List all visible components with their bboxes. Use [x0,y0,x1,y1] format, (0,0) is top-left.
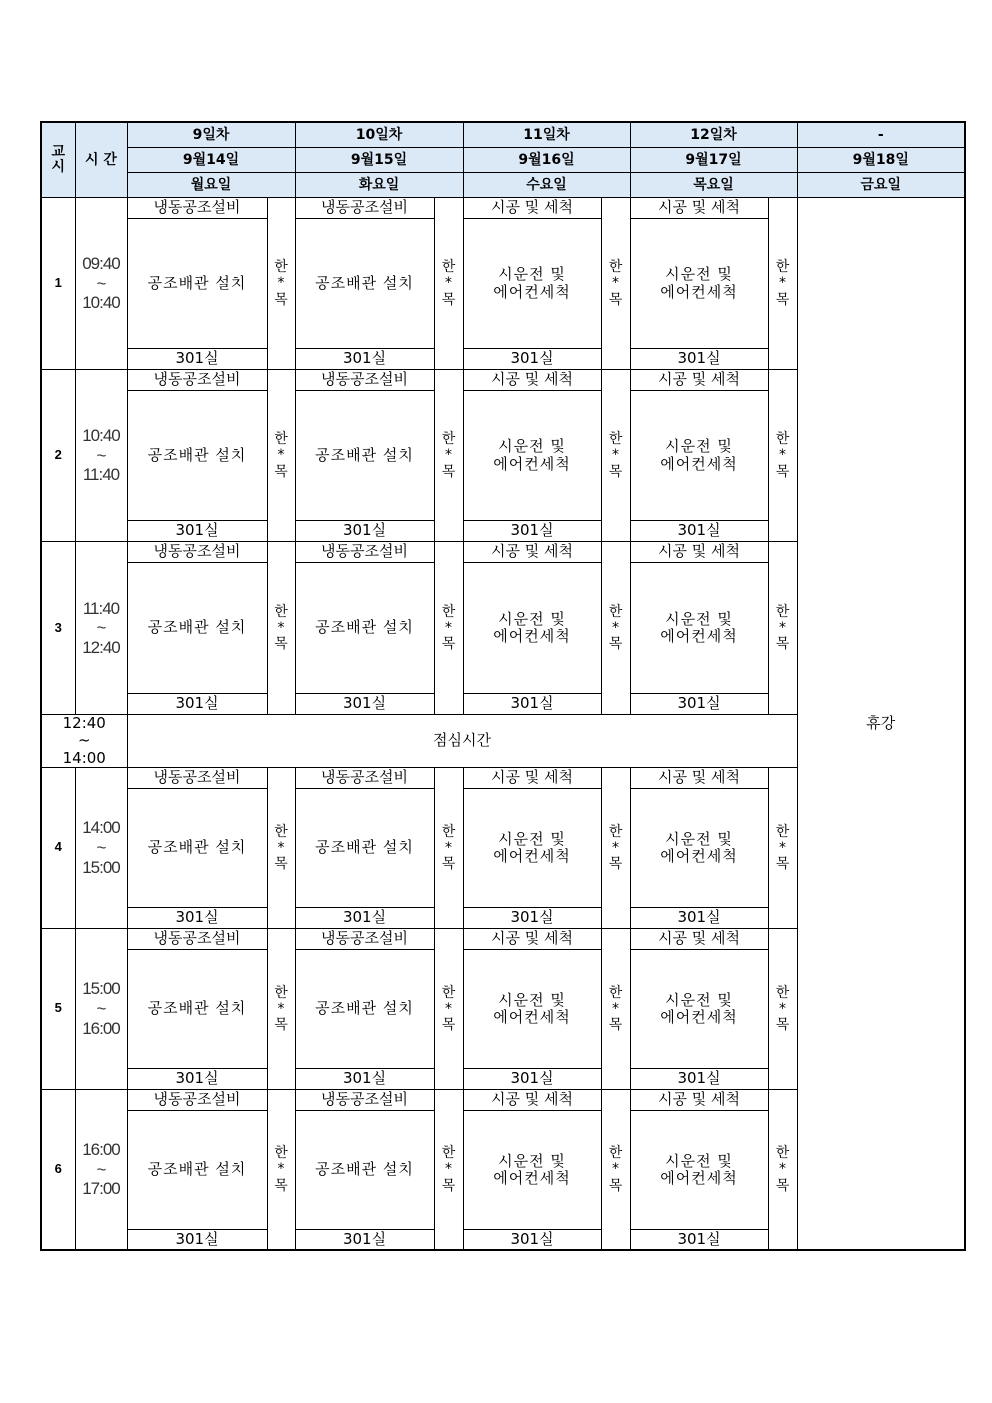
course-content [295,563,434,694]
course-subject: 시공 및 세척 [463,767,601,788]
course-content-line: 시운전 및 [498,437,566,456]
header-row-weekday [41,173,965,198]
period-time-text: 09:40 [82,254,120,274]
side-label [434,370,463,542]
period-time-text: 17:00 [82,1179,120,1199]
period-time-text: 15:00 [82,979,120,999]
side-label-char: 한 [775,1145,790,1162]
course-content-line: 에어컨세척 [493,846,571,865]
day-number-5: - [797,122,965,148]
course-content-line: 에어컨세척 [493,282,571,301]
course-content [463,788,601,907]
course-room: 301실 [630,694,768,715]
lunch-time-text: ~ [77,731,91,750]
side-label-char: 한 [274,1145,288,1162]
side-label-char: 목 [775,1016,790,1033]
course-subject: 시공 및 세척 [630,767,768,788]
course-subject: 냉동공조설비 [295,542,434,563]
course-content-line: 공조배관 설치 [147,273,247,292]
side-label [768,542,797,715]
side-label-char: 목 [274,1016,288,1033]
weekday-1: 월요일 [127,173,295,198]
schedule-table [40,121,966,1251]
side-label [267,928,295,1089]
course-content-line: 시운전 및 [665,609,733,628]
side-label [267,198,295,370]
course-content-line: 에어컨세척 [660,846,738,865]
course-subject: 시공 및 세척 [630,542,768,563]
course-content [127,219,267,349]
side-label [434,542,463,715]
side-label [768,1089,797,1250]
side-label-char: 한 [608,984,623,1001]
header-row-date [41,148,965,173]
course-subject: 냉동공조설비 [295,370,434,391]
side-label-char: * [612,619,619,636]
side-label-char: * [779,1161,786,1178]
side-label-char: 한 [775,431,790,448]
side-label-char: 한 [441,1145,456,1162]
side-label-char: 한 [608,1145,623,1162]
course-content-line: 에어컨세척 [660,454,738,473]
period-time-text: 14:00 [82,818,120,838]
course-content [630,563,768,694]
side-label-char: 목 [608,636,623,653]
course-room: 301실 [630,1229,768,1250]
course-content-line: 시운전 및 [498,609,566,628]
course-content-line: 공조배관 설치 [147,445,247,464]
side-label [768,928,797,1089]
side-label-char: 목 [441,636,456,653]
period-number: 1 [41,198,75,370]
side-label [768,370,797,542]
course-content-line: 공조배관 설치 [147,838,247,857]
side-label [601,767,630,928]
side-label-char: 목 [441,1177,456,1194]
period-time-text: ~ [96,273,106,293]
period-number: 5 [41,928,75,1089]
side-label-char: 한 [775,259,790,276]
course-subject: 냉동공조설비 [127,767,267,788]
course-room: 301실 [127,349,267,370]
side-label-char: * [277,619,285,636]
lunch-label: 점심시간 [127,715,797,768]
side-label [601,928,630,1089]
period-time [75,928,127,1089]
side-label-char: * [445,1161,452,1178]
period-time-text: 12:40 [82,637,120,657]
period-time [75,370,127,542]
course-content-line: 공조배관 설치 [315,999,414,1018]
side-label-char: 목 [775,855,790,872]
side-label [601,1089,630,1250]
side-label-char: * [779,619,786,636]
course-content [127,563,267,694]
side-label-char: 한 [441,431,456,448]
period-time-text: ~ [96,837,106,857]
side-label-char: 목 [274,1177,288,1194]
day-number-4: 12일차 [630,122,797,148]
side-label-char: * [445,839,452,856]
side-label-char: 한 [274,823,288,840]
course-content [295,219,434,349]
side-label-char: 목 [441,855,456,872]
course-content-line: 공조배관 설치 [147,1160,247,1179]
course-subject: 시공 및 세척 [630,928,768,949]
course-content [463,219,601,349]
period-time-text: ~ [96,998,106,1018]
course-content [630,391,768,521]
side-label-char: 목 [274,291,288,308]
side-label-char: 목 [608,463,623,480]
side-label-char: * [445,619,452,636]
course-room: 301실 [463,907,601,928]
side-label-char: * [445,1000,452,1017]
date-4: 9월17일 [630,148,797,173]
side-label-char: 한 [608,823,623,840]
course-content [463,563,601,694]
side-label-char: 한 [608,431,623,448]
period-time-text: 16:00 [82,1018,120,1038]
side-label [267,767,295,928]
side-label-char: * [277,1161,285,1178]
side-label-char: 목 [274,855,288,872]
side-label-char: * [779,275,786,292]
course-room: 301실 [463,1229,601,1250]
period-number: 4 [41,767,75,928]
side-label-char: 한 [441,823,456,840]
course-content-line: 시운전 및 [665,265,733,284]
course-room: 301실 [463,694,601,715]
course-content-line: 시운전 및 [498,1151,566,1170]
course-content [295,949,434,1068]
period-time [75,198,127,370]
side-label-char: 목 [608,1177,623,1194]
course-room: 301실 [295,907,434,928]
course-content [630,949,768,1068]
side-label-char: 한 [274,259,288,276]
side-label-char: 한 [441,984,456,1001]
course-subject: 냉동공조설비 [127,928,267,949]
course-content [127,788,267,907]
lunch-time-text: 14:00 [62,748,106,767]
weekday-3: 수요일 [463,173,630,198]
side-label-char: 한 [775,984,790,1001]
course-content [630,219,768,349]
date-5: 9월18일 [797,148,965,173]
period-time-text: ~ [96,445,106,465]
course-content-line: 시운전 및 [665,437,733,456]
course-room: 301실 [295,1068,434,1089]
course-content-line: 공조배관 설치 [147,999,247,1018]
course-content-line: 에어컨세척 [660,282,738,301]
course-subject: 냉동공조설비 [127,1089,267,1110]
period-header-char: 교 [51,143,66,160]
course-content [295,788,434,907]
course-room: 301실 [630,521,768,542]
side-label-char: 목 [441,291,456,308]
course-content-line: 공조배관 설치 [315,273,414,292]
side-label-char: 한 [441,603,456,620]
course-content-line: 시운전 및 [665,990,733,1009]
side-label-char: 목 [441,1016,456,1033]
period-header [41,122,75,198]
side-label-char: * [612,839,619,856]
side-label-char: * [779,839,786,856]
course-subject: 냉동공조설비 [295,198,434,219]
course-subject: 시공 및 세척 [630,1089,768,1110]
side-label [768,767,797,928]
side-label-char: 한 [775,603,790,620]
period-row-1 [41,198,965,219]
side-label [434,928,463,1089]
date-3: 9월16일 [463,148,630,173]
course-content-line: 시운전 및 [665,829,733,848]
course-room: 301실 [127,694,267,715]
period-time-text: 11:40 [82,598,120,618]
date-1: 9월14일 [127,148,295,173]
course-subject: 냉동공조설비 [127,542,267,563]
period-number: 2 [41,370,75,542]
course-room: 301실 [295,349,434,370]
course-room: 301실 [127,1068,267,1089]
course-content [463,1110,601,1229]
day-number-3: 11일차 [463,122,630,148]
course-content-line: 공조배관 설치 [315,838,414,857]
course-content-line: 공조배관 설치 [315,618,414,637]
course-room: 301실 [127,1229,267,1250]
course-content-line: 시운전 및 [498,265,566,284]
course-content [127,1110,267,1229]
lunch-time-text: 12:40 [62,714,106,732]
side-label [267,1089,295,1250]
course-subject: 시공 및 세척 [630,370,768,391]
weekday-2: 화요일 [295,173,463,198]
period-header-char: 시 [51,158,66,175]
course-content [127,391,267,521]
side-label-char: * [445,275,452,292]
course-content-line: 에어컨세척 [660,1007,738,1026]
side-label-char: * [445,447,452,464]
side-label [768,198,797,370]
course-content-line: 시운전 및 [665,1151,733,1170]
course-content-line: 에어컨세척 [493,454,571,473]
course-subject: 시공 및 세척 [463,370,601,391]
side-label-char: * [277,839,285,856]
date-2: 9월15일 [295,148,463,173]
side-label-char: * [612,1000,619,1017]
side-label-char: * [779,447,786,464]
course-content [295,1110,434,1229]
course-content [463,949,601,1068]
course-subject: 냉동공조설비 [295,928,434,949]
weekday-5: 금요일 [797,173,965,198]
period-time-text: 10:40 [82,426,120,446]
side-label-char: * [277,447,285,464]
period-time [75,767,127,928]
side-label-char: 목 [441,463,456,480]
course-content-line: 에어컨세척 [660,627,738,645]
period-time-text: 16:00 [82,1140,120,1160]
period-number: 6 [41,1089,75,1250]
course-room: 301실 [630,349,768,370]
course-content-line: 에어컨세척 [493,627,571,645]
course-content-line: 에어컨세척 [660,1168,738,1187]
side-label-char: * [612,447,619,464]
side-label-char: 한 [608,259,623,276]
course-room: 301실 [295,1229,434,1250]
period-time [75,1089,127,1250]
side-label-char: 목 [608,291,623,308]
course-room: 301실 [463,1068,601,1089]
friday-cancelled: 휴강 [797,198,965,1251]
course-subject: 냉동공조설비 [127,198,267,219]
side-label-char: 한 [274,984,288,1001]
side-label [434,1089,463,1250]
side-label [434,767,463,928]
time-header: 시 간 [75,122,127,198]
course-room: 301실 [463,521,601,542]
course-room: 301실 [630,1068,768,1089]
course-subject: 냉동공조설비 [295,767,434,788]
course-room: 301실 [295,694,434,715]
side-label [601,198,630,370]
course-content-line: 에어컨세척 [493,1168,571,1187]
course-content-line: 시운전 및 [498,990,566,1009]
course-subject: 냉동공조설비 [127,370,267,391]
course-content-line: 시운전 및 [498,829,566,848]
period-time-text: ~ [96,618,106,638]
period-time-text: ~ [96,1159,106,1179]
side-label-char: 한 [441,259,456,276]
side-label-char: * [779,1000,786,1017]
side-label-char: 한 [775,823,790,840]
side-label [267,370,295,542]
side-label-char: * [612,275,619,292]
course-content-line: 공조배관 설치 [147,618,247,637]
day-number-2: 10일차 [295,122,463,148]
side-label-char: 한 [608,603,623,620]
side-label [434,198,463,370]
side-label-char: 목 [775,636,790,653]
course-subject: 시공 및 세척 [630,198,768,219]
period-time-text: 10:40 [82,293,120,313]
course-subject: 냉동공조설비 [295,1089,434,1110]
day-number-1: 9일차 [127,122,295,148]
side-label-char: 목 [608,855,623,872]
lunch-time [41,715,127,768]
side-label-char: 한 [274,431,288,448]
side-label-char: 목 [608,1016,623,1033]
side-label [267,542,295,715]
course-subject: 시공 및 세척 [463,928,601,949]
weekday-4: 목요일 [630,173,797,198]
period-time-text: 11:40 [82,465,120,485]
course-room: 301실 [127,521,267,542]
period-time [75,542,127,715]
side-label-char: 목 [775,463,790,480]
period-number: 3 [41,542,75,715]
side-label-char: 목 [775,1177,790,1194]
course-content-line: 공조배관 설치 [315,445,414,464]
side-label-char: * [277,1000,285,1017]
course-subject: 시공 및 세척 [463,198,601,219]
side-label-char: 한 [274,603,288,620]
side-label-char: 목 [274,463,288,480]
course-subject: 시공 및 세척 [463,1089,601,1110]
course-content [127,949,267,1068]
course-room: 301실 [295,521,434,542]
course-room: 301실 [463,349,601,370]
course-room: 301실 [630,907,768,928]
period-time-text: 15:00 [82,857,120,877]
course-content-line: 에어컨세척 [493,1007,571,1026]
side-label-char: 목 [274,636,288,653]
course-content [463,391,601,521]
side-label-char: * [277,275,285,292]
course-subject: 시공 및 세척 [463,542,601,563]
course-content [630,1110,768,1229]
course-room: 301실 [127,907,267,928]
side-label [601,370,630,542]
side-label [601,542,630,715]
course-content [630,788,768,907]
course-content-line: 공조배관 설치 [315,1160,414,1179]
course-content [295,391,434,521]
side-label-char: * [612,1161,619,1178]
side-label-char: 목 [775,291,790,308]
header-row-day-number [41,122,965,148]
